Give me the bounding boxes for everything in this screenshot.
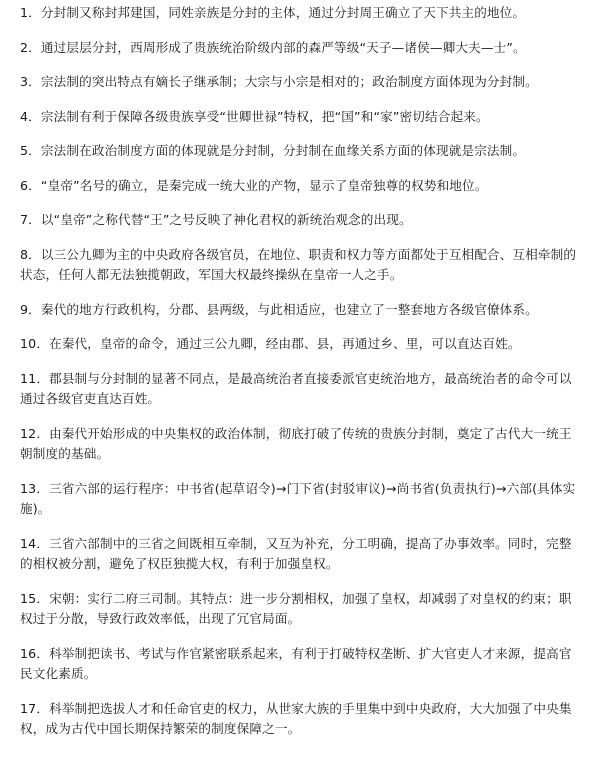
list-item: 4．宗法制有利于保障各级贵族享受“世卿世禄”特权，把“国”和“家”密切结合起来。 (20, 108, 489, 124)
list-item: 3．宗法制的突出特点有嫡长子继承制；大宗与小宗是相对的；政治制度方面体现为分封制。 (20, 74, 538, 89)
list-item: 14．三省六部制中的三省之间既相互牵制，又互为补充，分工明确，提高了办事效率。同时，完整的相权被分割，避免了权臣独揽大权，有利于加强皇权。 (20, 535, 572, 571)
list-item: 16．科举制把读书、考试与作官紧密联系起来，有利于打破特权垄断、扩大官吏人才来源，提高官民文化素质。 (20, 645, 572, 681)
list-item: 17．科举制把选拔人才和任命官吏的权力，从世家大族的手里集中到中央政府，大大加强了中央集权，成为古代中国长期保持繁荣的制度保障之一。 (20, 700, 572, 736)
list-item: 6．“皇帝”名号的确立，是秦完成一统大业的产物，显示了皇帝独尊的权势和地位。 (20, 177, 488, 193)
list-item: 9．秦代的地方行政机构，分郡、县两级，与此相适应，也建立了一整套地方各级官僚体系。 (20, 301, 538, 317)
list-item: 15．宋朝：实行二府三司制。其特点：进一步分割相权，加强了皇权，却减弱了对皇权的约束；职权过于分散，导致行政效率低，出现了冗官局面。 (20, 590, 572, 626)
list-item: 5．宗法制在政治制度方面的体现就是分封制，分封制在血缘关系方面的体现就是宗法制。 (20, 143, 526, 158)
list-item: 8．以三公九卿为主的中央政府各级官员，在地位、职责和权力等方面都处于互相配合、互相牵制的状态，任何人都无法独揽朝政，军国大权最终操纵在皇帝一人之手。 (20, 246, 577, 282)
list-item: 10．在秦代，皇帝的命令，通过三公九卿，经由郡、县，再通过乡、里，可以直达百姓。 (20, 336, 521, 351)
list-item: 11．郡县制与分封制的显著不同点，是最高统治者直接委派官吏统治地方，最高统治者的命令可以通过各级官吏直达百姓。 (20, 370, 572, 406)
list-item: 1．分封制又称封邦建国，同姓亲族是分封的主体，通过分封周王确立了天下共主的地位。 (20, 5, 526, 20)
list-item: 12．由秦代开始形成的中央集权的政治体制，彻底打破了传统的贵族分封制，奠定了古代大一统王朝制度的基础。 (20, 425, 572, 461)
list-item: 13．三省六部的运行程序：中书省(起草诏令)→门下省(封驳审议)→尚书省(负责执行)→六部(具体实施)。 (20, 480, 576, 516)
list-item: 7．以“皇帝”之称代替“王”之号反映了神化君权的新统治观念的出现。 (20, 212, 412, 227)
list-item: 2．通过层层分封，西周形成了贵族统治阶级内部的森严等级“天子—诸侯—卿大夫—士”。 (20, 39, 526, 55)
